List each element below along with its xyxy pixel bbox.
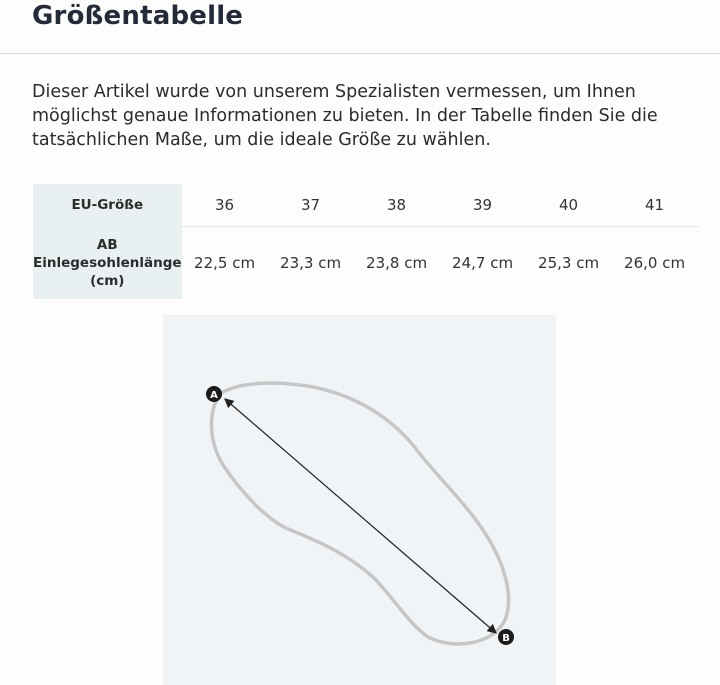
size-cell: 40: [526, 184, 612, 227]
size-cell: 38: [354, 184, 440, 227]
row-header-line: Einlegesohlenlänge: [33, 254, 182, 271]
size-cell: 36: [182, 184, 268, 227]
table-row-eu-size: [33, 184, 698, 227]
size-cell: 39: [440, 184, 526, 227]
row-header-eu-size: EU-Größe: [33, 184, 182, 227]
row-header-line: (cm): [90, 272, 125, 289]
insole-diagram-svg: [163, 315, 556, 685]
length-cell: 23,8 cm: [366, 254, 428, 272]
length-cell: 22,5 cm: [194, 254, 256, 272]
point-a-label: A: [210, 390, 218, 401]
length-cell: 25,3 cm: [538, 254, 600, 272]
size-table: [33, 184, 698, 299]
row-header-line: AB: [96, 236, 118, 253]
length-cell: 24,7 cm: [452, 254, 514, 272]
table-row-insole-length: [33, 227, 698, 300]
insole-diagram: [163, 315, 556, 685]
size-cell: 37: [268, 184, 354, 227]
row-header-insole-length: [33, 227, 182, 300]
intro-text: Dieser Artikel wurde von unserem Spezialisten vermessen, um Ihnen möglichst genaue Informationen zu bieten. In der Tabelle finden Sie die tatsächlichen Maße, um die ideale Größe zu wählen.: [32, 82, 658, 150]
point-b-label: B: [502, 633, 510, 644]
title-divider: [0, 53, 720, 54]
page-title: Größentabelle: [32, 1, 244, 31]
size-cell: 41: [612, 184, 698, 227]
length-cell: 26,0 cm: [624, 254, 686, 272]
length-cell: 23,3 cm: [280, 254, 342, 272]
